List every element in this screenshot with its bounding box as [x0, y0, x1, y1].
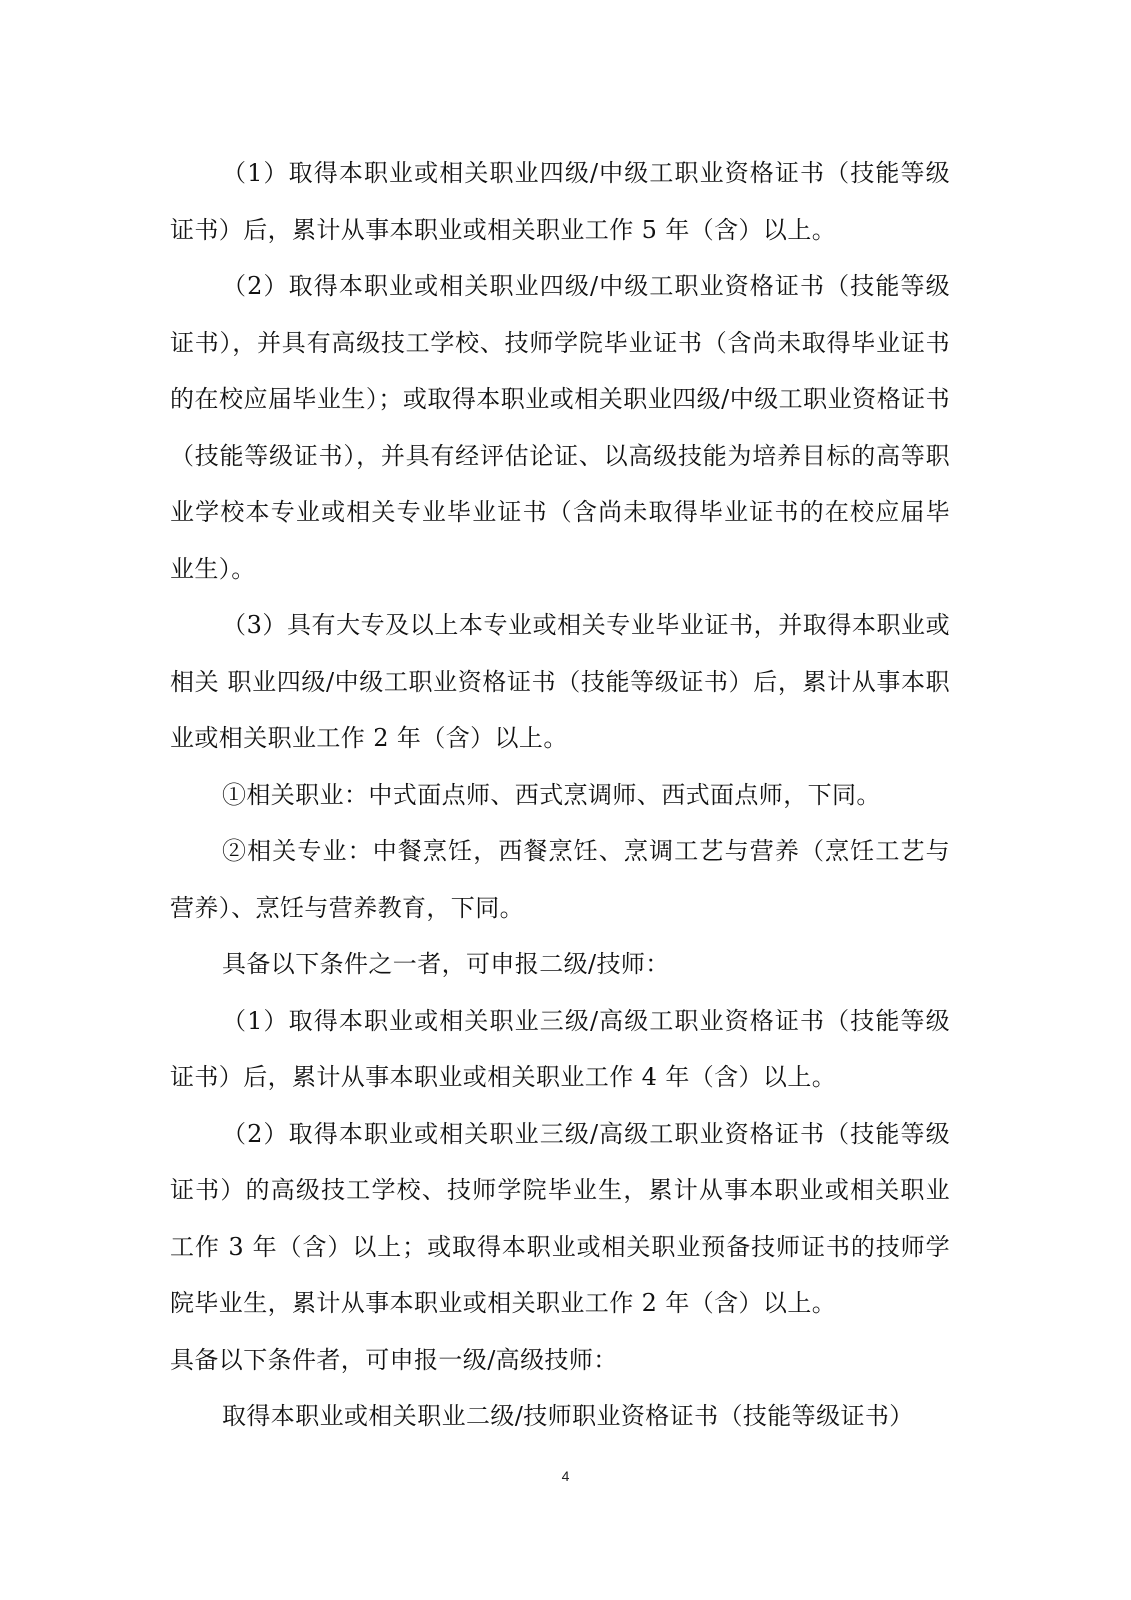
paragraph-technician-heading: 具备以下条件之一者，可申报二级/技师：: [222, 950, 670, 978]
paragraph-condition-3: （3）具有大专及以上本专业或相关专业毕业证书，并取得本职业或相关 职业四级/中级工职业资格证书（技能等级证书）后，累计从事本职业或相关职业工作 2 年（含）以上。: [170, 611, 950, 752]
paragraph-senior-technician-heading: 具备以下条件者，可申报一级/高级技师：: [170, 1345, 618, 1374]
paragraph-note-related-majors: ②相关专业：中餐烹饪，西餐烹饪、烹调工艺与营养（烹饪工艺与营养）、烹饪与营养教育，下同。: [170, 837, 950, 922]
paragraph-condition-2: （2）取得本职业或相关职业四级/中级工职业资格证书（技能等级证书），并具有高级技工学校、技师学院毕业证书（含尚未取得毕业证书的在校应届毕业生）；或取得本职业或相关职业四级/中级工职业资格证书（技能等级证书），并具有经评估论证、以高级技能为培养目标的高等职业学校本专业或相关专业毕业证书（含尚未取得毕业证书的在校应届毕业生）。: [170, 272, 950, 583]
paragraph-note-related-occupations: ①相关职业：中式面点师、西式烹调师、西式面点师，下同。: [222, 780, 881, 809]
document-body: [170, 145, 950, 1445]
paragraph-technician-condition-2: （2）取得本职业或相关职业三级/高级工职业资格证书（技能等级证书）的高级技工学校、技师学院毕业生，累计从事本职业或相关职业工作 3 年（含）以上；或取得本职业或相关职业预备技师证书的技师学院毕业生，累计从事本职业或相关职业工作 2 年（含）以上。: [170, 1119, 950, 1317]
page-number: 4: [561, 1468, 570, 1484]
paragraph-condition-1: （1）取得本职业或相关职业四级/中级工职业资格证书（技能等级证书）后，累计从事本职业或相关职业工作 5 年（含）以上。: [170, 159, 950, 244]
paragraph-senior-technician-condition: 取得本职业或相关职业二级/技师职业资格证书（技能等级证书）: [222, 1402, 914, 1430]
paragraph-technician-condition-1: （1）取得本职业或相关职业三级/高级工职业资格证书（技能等级证书）后，累计从事本职业或相关职业工作 4 年（含）以上。: [170, 1006, 950, 1091]
